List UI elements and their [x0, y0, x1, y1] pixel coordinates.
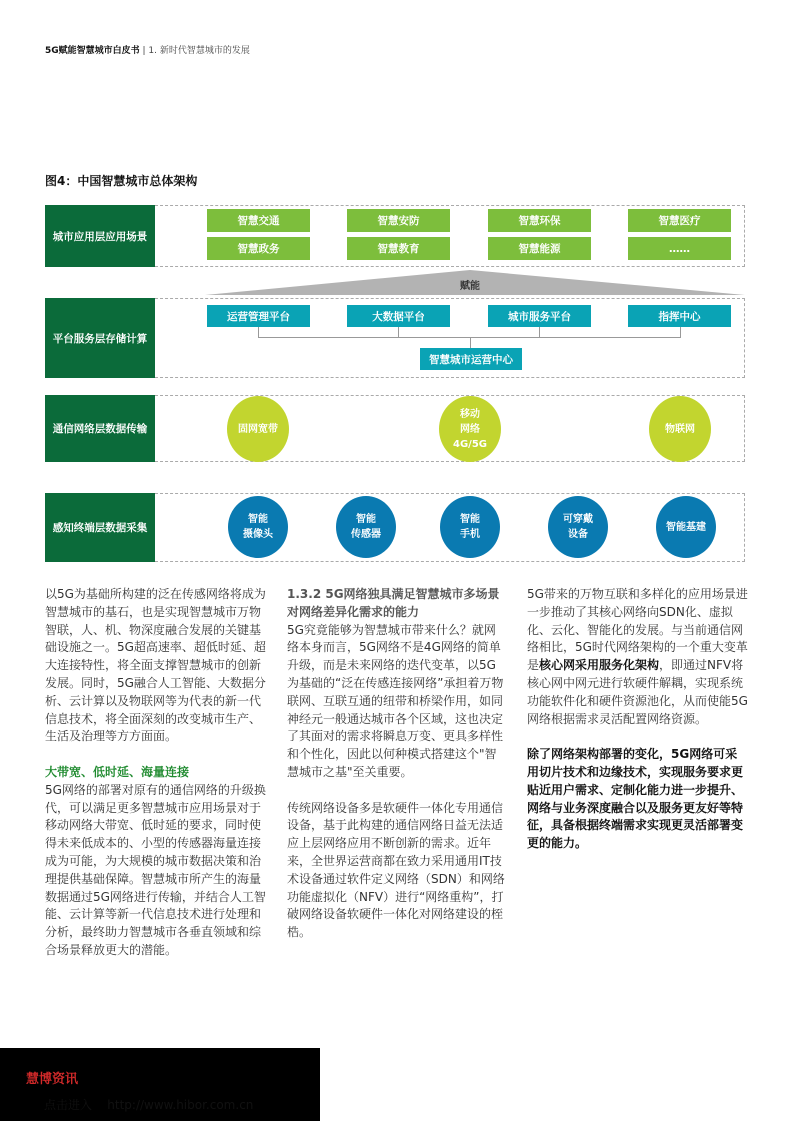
app-box: 智慧教育 — [347, 237, 450, 260]
emphasis: 核心网采用服务化架构 — [539, 658, 660, 673]
url-text[interactable]: http://www.hibor.com.cn — [107, 1098, 254, 1112]
text-column-1 — [45, 586, 267, 978]
operations-center-box: 智慧城市运营中心 — [420, 348, 522, 370]
platform-box: 指挥中心 — [628, 305, 731, 327]
brand-logo: 慧博资讯 — [26, 1072, 79, 1087]
bold-paragraph: 除了网络架构部署的变化，5G网络可采用切片技术和边缘技术，实现服务要求更贴近用户需求、定制化能力进一步提升、网络与业务深度融合以及服务更友好等特征，具备根据终端需求实现更灵活部署变更的能力。 — [527, 747, 744, 851]
app-box: 智慧政务 — [207, 237, 310, 260]
terminal-circle: 智能 手机 — [440, 496, 500, 558]
text-column-3 — [527, 586, 749, 871]
connector — [258, 327, 259, 337]
app-box: 智慧安防 — [347, 209, 450, 232]
running-header: 5G赋能智慧城市白皮书 | 1. 新时代智慧城市的发展 — [45, 46, 250, 56]
app-box: 智慧医疗 — [628, 209, 731, 232]
terminal-circle: 智能 摄像头 — [228, 496, 288, 558]
layer-label-sensing: 感知终端层数据采集 — [45, 493, 155, 562]
platform-box: 运营管理平台 — [207, 305, 310, 327]
text-column-2 — [287, 586, 507, 960]
layer-label-platform: 平台服务层存储计算 — [45, 298, 155, 378]
terminal-circle: 可穿戴 设备 — [548, 496, 608, 558]
network-circle: 固网宽带 — [227, 396, 289, 462]
footer-banner[interactable] — [0, 1048, 320, 1121]
connector — [470, 337, 471, 348]
layer-label-application: 城市应用层应用场景 — [45, 205, 155, 267]
connector — [680, 327, 681, 337]
paragraph: 传统网络设备多是软硬件一体化专用通信设备，基于此构建的通信网络日益无法适应上层网络应用不断创新的需求。近年来，全世界运营商都在致力采用通用IT技术设备通过软件定义网络（SDN）和网络功能虚拟化（NFV）进行“网络重构”，打破网络设备软硬件一体化对网络建设的桎梏。 — [287, 800, 505, 940]
connector — [539, 327, 540, 337]
empower-label: 赋能 — [460, 281, 480, 292]
network-circle: 物联网 — [649, 396, 711, 462]
app-box: …… — [628, 237, 731, 260]
app-box: 智慧交通 — [207, 209, 310, 232]
section-title: 1. 新时代智慧城市的发展 — [148, 46, 250, 56]
app-box: 智慧能源 — [488, 237, 591, 260]
terminal-circle: 智能基建 — [656, 496, 716, 558]
doc-title: 5G赋能智慧城市白皮书 — [45, 46, 140, 56]
section-heading: 1.3.2 5G网络独具满足智慧城市多场景对网络差异化需求的能力 — [287, 587, 500, 619]
text: 5G带来的万物互联和多样化的应用场景进一步推动了其核心网络向SDN化、虚拟化、云化、智能化的发展。与当前通信网络相比，5G时代网络架构的一个重大变革是 — [527, 587, 748, 673]
platform-box: 大数据平台 — [347, 305, 450, 327]
paragraph: 5G究竟能够为智慧城市带来什么？就网络本身而言，5G网络不是4G网络的简单升级，而是未来网络的迭代变革，以5G为基础的“泛在传感连接网络”承担着万物联网、互联互通的纽带和桥梁作用，如同神经元一般通达城市各个区域，这也决定了其面对的需求将瞬息万变、更具多样性和个性化，因此以何种模式搭建这个"智慧城市之基"至关重要。 — [287, 622, 504, 779]
app-box: 智慧环保 — [488, 209, 591, 232]
cta-text: 点击进入 — [44, 1098, 93, 1112]
paragraph — [527, 586, 749, 728]
footer-link[interactable] — [44, 1096, 253, 1113]
connector — [398, 327, 399, 337]
paragraph: 5G网络的部署对原有的通信网络的升级换代，可以满足更多智慧城市应用场景对于移动网络大带宽、低时延的要求，同时使得未来低成本的、小型的传感器海量连接成为可能，为大规模的城市数据决策和治理提供基础保障。智慧城市所产生的海量数据通过5G网络进行传输，并结合人工智能、云计算等新一代信息技术进行处理和分析，最终助力智慧城市各垂直领域和综合场景释放更大的潜能。 — [45, 782, 266, 957]
paragraph: 以5G为基础所构建的泛在传感网络将成为智慧城市的基石，也是实现智慧城市万物智联，人、机、物深度融合发展的关键基础设施之一。5G超高速率、超低时延、超大连接特性，将全面支撑智慧城市的创新发展。同时，5G融合人工智能、大数据分析、云计算以及物联网等为代表的新一代信息技术，将全面深刻的改变城市生产、生活及治理等方方面面。 — [45, 587, 266, 744]
subheading: 大带宽、低时延、海量连接 — [45, 764, 190, 779]
network-circle: 移动 网络 4G/5G — [439, 396, 501, 462]
terminal-circle: 智能 传感器 — [336, 496, 396, 558]
figure-title: 图4：中国智慧城市总体架构 — [45, 174, 198, 188]
text: ，即通过NFV将核心网中网元进行软硬件解耦，实现系统功能软件化和硬件资源池化，从而使能5G网络根据需求灵活配置网络资源。 — [527, 658, 748, 726]
platform-box: 城市服务平台 — [488, 305, 591, 327]
layer-label-network: 通信网络层数据传输 — [45, 395, 155, 462]
